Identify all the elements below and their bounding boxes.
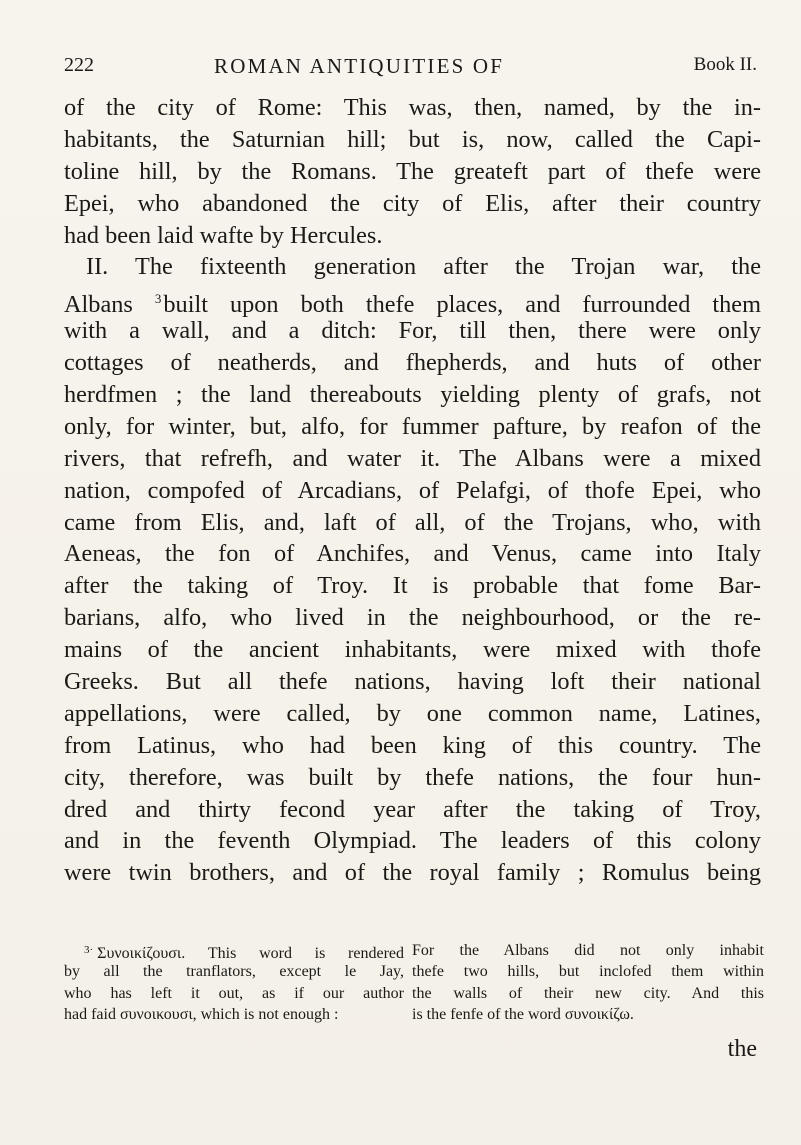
footnote-line: is the fenfe of the word συνοικίζω. bbox=[412, 1006, 634, 1024]
text-line: after the taking of Troy. It is probable that fome Bar- bbox=[64, 572, 761, 600]
text-line: only, for winter, but, alfo, for fummer pafture, by reafon of the bbox=[64, 412, 761, 440]
footnote-line: who has left it out, as if our author bbox=[64, 984, 404, 1002]
footnote-line: by all the tranflators, except le Jay, bbox=[64, 963, 404, 981]
text-line: barians, alfo, who lived in the neighbourhood, or the re- bbox=[64, 604, 761, 632]
footnote-left-column bbox=[64, 940, 404, 1026]
text-line: appellations, were called, by one common name, Latines, bbox=[64, 699, 761, 727]
text-line: Aeneas, the fon of Anchifes, and Venus, came into Italy bbox=[64, 540, 761, 568]
text-line: Greeks. But all thefe nations, having loft their national bbox=[64, 668, 761, 696]
text-line: nation, compofed of Arcadians, of Pelafgi, of thofe Epei, who bbox=[64, 476, 761, 504]
text-line: of the city of Rome: This was, then, named, by the in- bbox=[64, 94, 761, 121]
text-line: came from Elis, and, laft of all, of the Trojans, who, with bbox=[64, 508, 761, 536]
running-title: ROMAN ANTIQUITIES OF bbox=[214, 54, 505, 78]
text-line: cottages of neatherds, and fhepherds, and huts of other bbox=[64, 349, 761, 377]
footnote-reference: 3 bbox=[154, 291, 162, 307]
page-number: 222 bbox=[64, 54, 94, 76]
text-line: mains of the ancient inhabitants, were mixed with thofe bbox=[64, 636, 761, 664]
footnote-line: For the Albans did not only inhabit bbox=[412, 942, 764, 959]
text-fragment: Albans bbox=[64, 291, 133, 319]
footnote-line: thefe two hills, but inclofed them within bbox=[412, 963, 764, 981]
footnote-text: Συνοικίζουσι. This word is rendered bbox=[97, 945, 404, 962]
text-line bbox=[64, 283, 761, 319]
text-line: Epei, who abandoned the city of Elis, after their country bbox=[64, 189, 761, 217]
text-line: herdfmen ; the land thereabouts yielding plenty of grafs, not bbox=[64, 381, 761, 409]
text-line: city, therefore, was built by thefe nations, the four hun- bbox=[64, 763, 761, 791]
footnote-line bbox=[64, 940, 404, 961]
text-line: were twin brothers, and of the royal family ; Romulus being bbox=[64, 859, 761, 887]
text-line: with a wall, and a ditch: For, till then, there were only bbox=[64, 317, 761, 345]
main-text bbox=[64, 92, 761, 889]
footnote-right-column bbox=[412, 940, 764, 1026]
footnote-number: 3· bbox=[84, 944, 94, 956]
text-line: had been laid wafte by Hercules. bbox=[64, 221, 383, 249]
footnote-line: the walls of their new city. And this bbox=[412, 984, 764, 1002]
text-line: toline hill, by the Romans. The greateft part of thefe were bbox=[64, 157, 761, 185]
text-line: and in the feventh Olympiad. The leaders of this colony bbox=[64, 827, 761, 855]
page-header bbox=[64, 54, 757, 86]
text-line: dred and thirty fecond year after the taking of Troy, bbox=[64, 795, 761, 823]
book-label: Book II. bbox=[693, 54, 757, 75]
text-line: habitants, the Saturnian hill; but is, now, called the Capi- bbox=[64, 125, 761, 153]
footnote-line: had faid συνοικουσι, which is not enough : bbox=[64, 1006, 339, 1024]
text-line: II. The fixteenth generation after the Trojan war, the bbox=[86, 253, 761, 281]
text-line: from Latinus, who had been king of this country. The bbox=[64, 731, 761, 759]
catchword: the bbox=[727, 1036, 757, 1062]
text-fragment: built upon both thefe places, and furrounded them bbox=[163, 291, 761, 319]
text-line: rivers, that refrefh, and water it. The Albans were a mixed bbox=[64, 444, 761, 472]
